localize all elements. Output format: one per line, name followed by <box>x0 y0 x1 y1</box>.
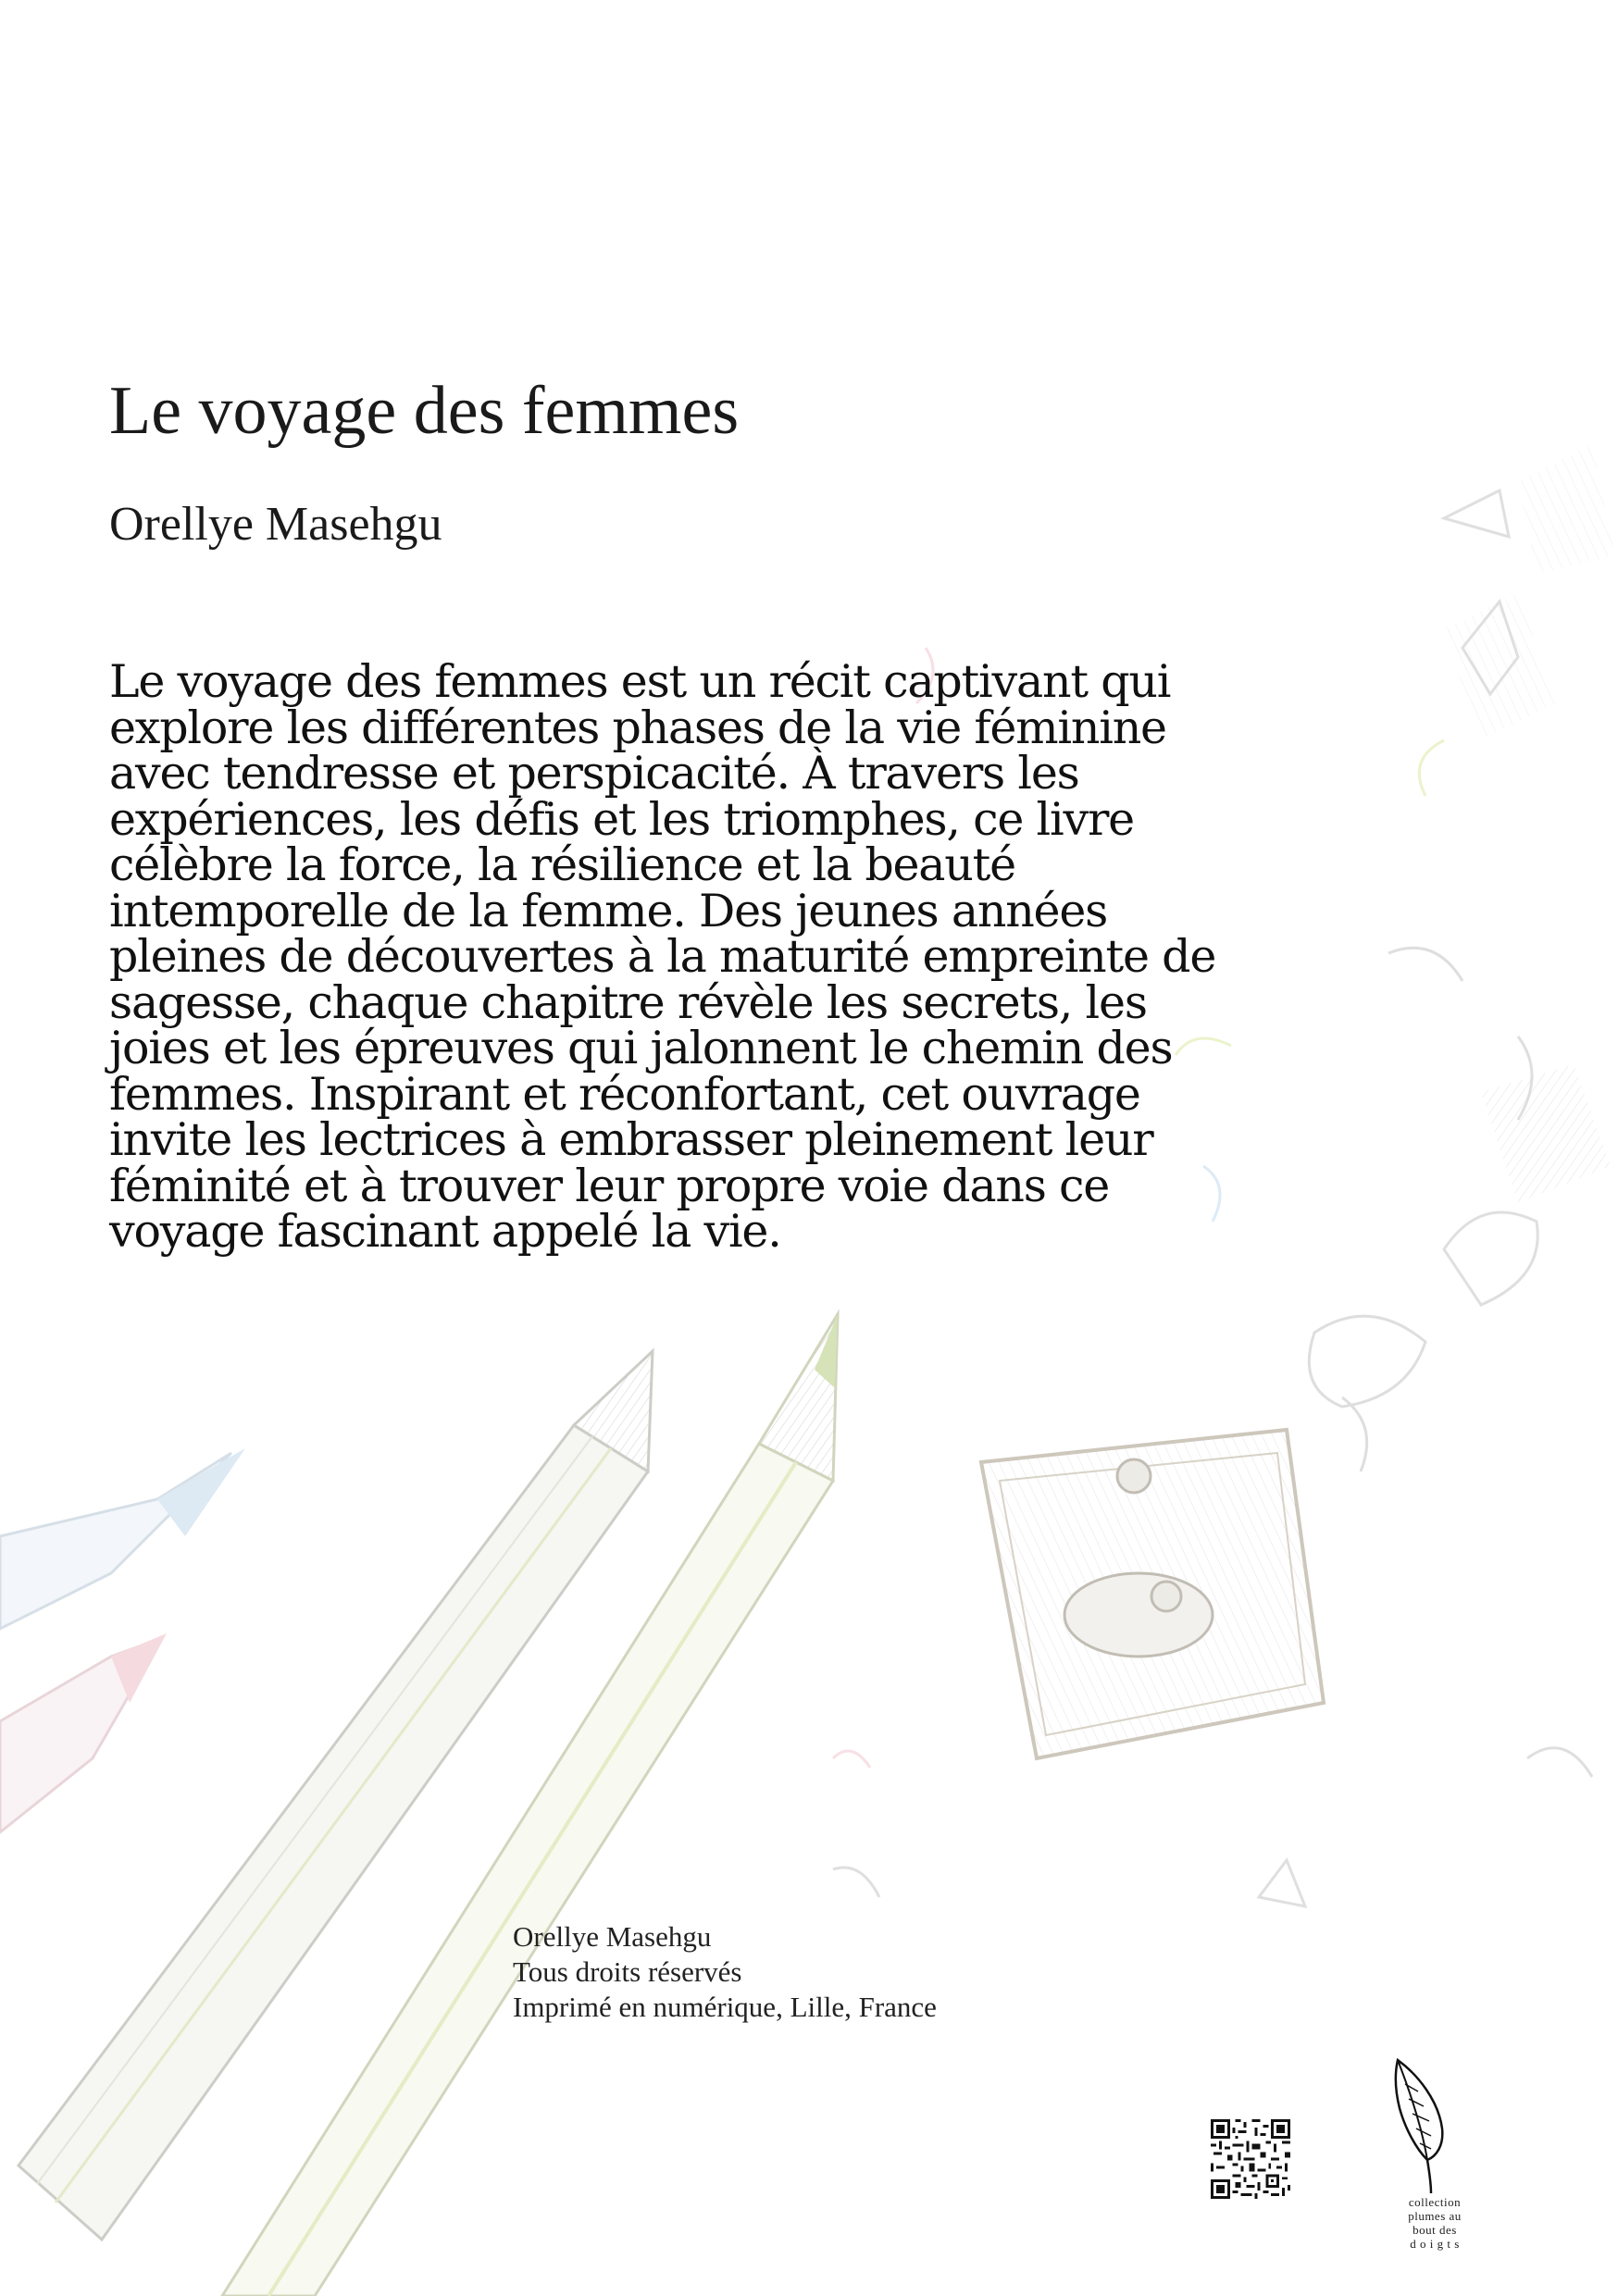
hatched-sketch-icon <box>1444 444 1615 1203</box>
collection-line-3: bout des <box>1413 2223 1457 2237</box>
sharpener-icon <box>981 1430 1324 1758</box>
pencil-pink-icon <box>0 1633 167 1832</box>
collection-line-2: plumes au <box>1408 2209 1462 2223</box>
pencil-blue-icon <box>0 1448 245 1629</box>
colophon-printed: Imprimé en numérique, Lille, France <box>513 1991 937 2023</box>
book-title: Le voyage des femmes <box>109 373 740 449</box>
book-summary: Le voyage des femmes est un récit captivant qui explore les différentes phases de la vie féminine avec tendresse et perspicacité. À travers les expériences, les défis et les triomphes, ce livre célèbre la force, la résilience et la beauté intemporelle de la femme. Des jeunes années pleines de découvertes à la maturité empreinte de sagesse, chaque chapitre révèle les secrets, les joies et les épreuves qui jalonnent le chemin des femmes. Inspirant et réconfortant, cet ouvrage invite les lectrices à embrasser pleinement leur féminité et à trouver leur propre voie dans ce voyage fascinant appelé la vie. <box>109 655 1216 1258</box>
feather-icon <box>1390 2056 1450 2195</box>
collection-line-4: d o i g t s <box>1410 2237 1460 2251</box>
colophon-author: Orellye Masehgu <box>513 1920 712 1953</box>
book-author: Orellye Masehgu <box>109 498 442 551</box>
collection-line-1: collection <box>1408 2195 1462 2209</box>
colophon-rights: Tous droits réservés <box>513 1955 742 1988</box>
collection-logo <box>1388 2056 1481 2251</box>
colophon <box>513 1919 937 2025</box>
qr-code-icon <box>1211 2119 1290 2199</box>
